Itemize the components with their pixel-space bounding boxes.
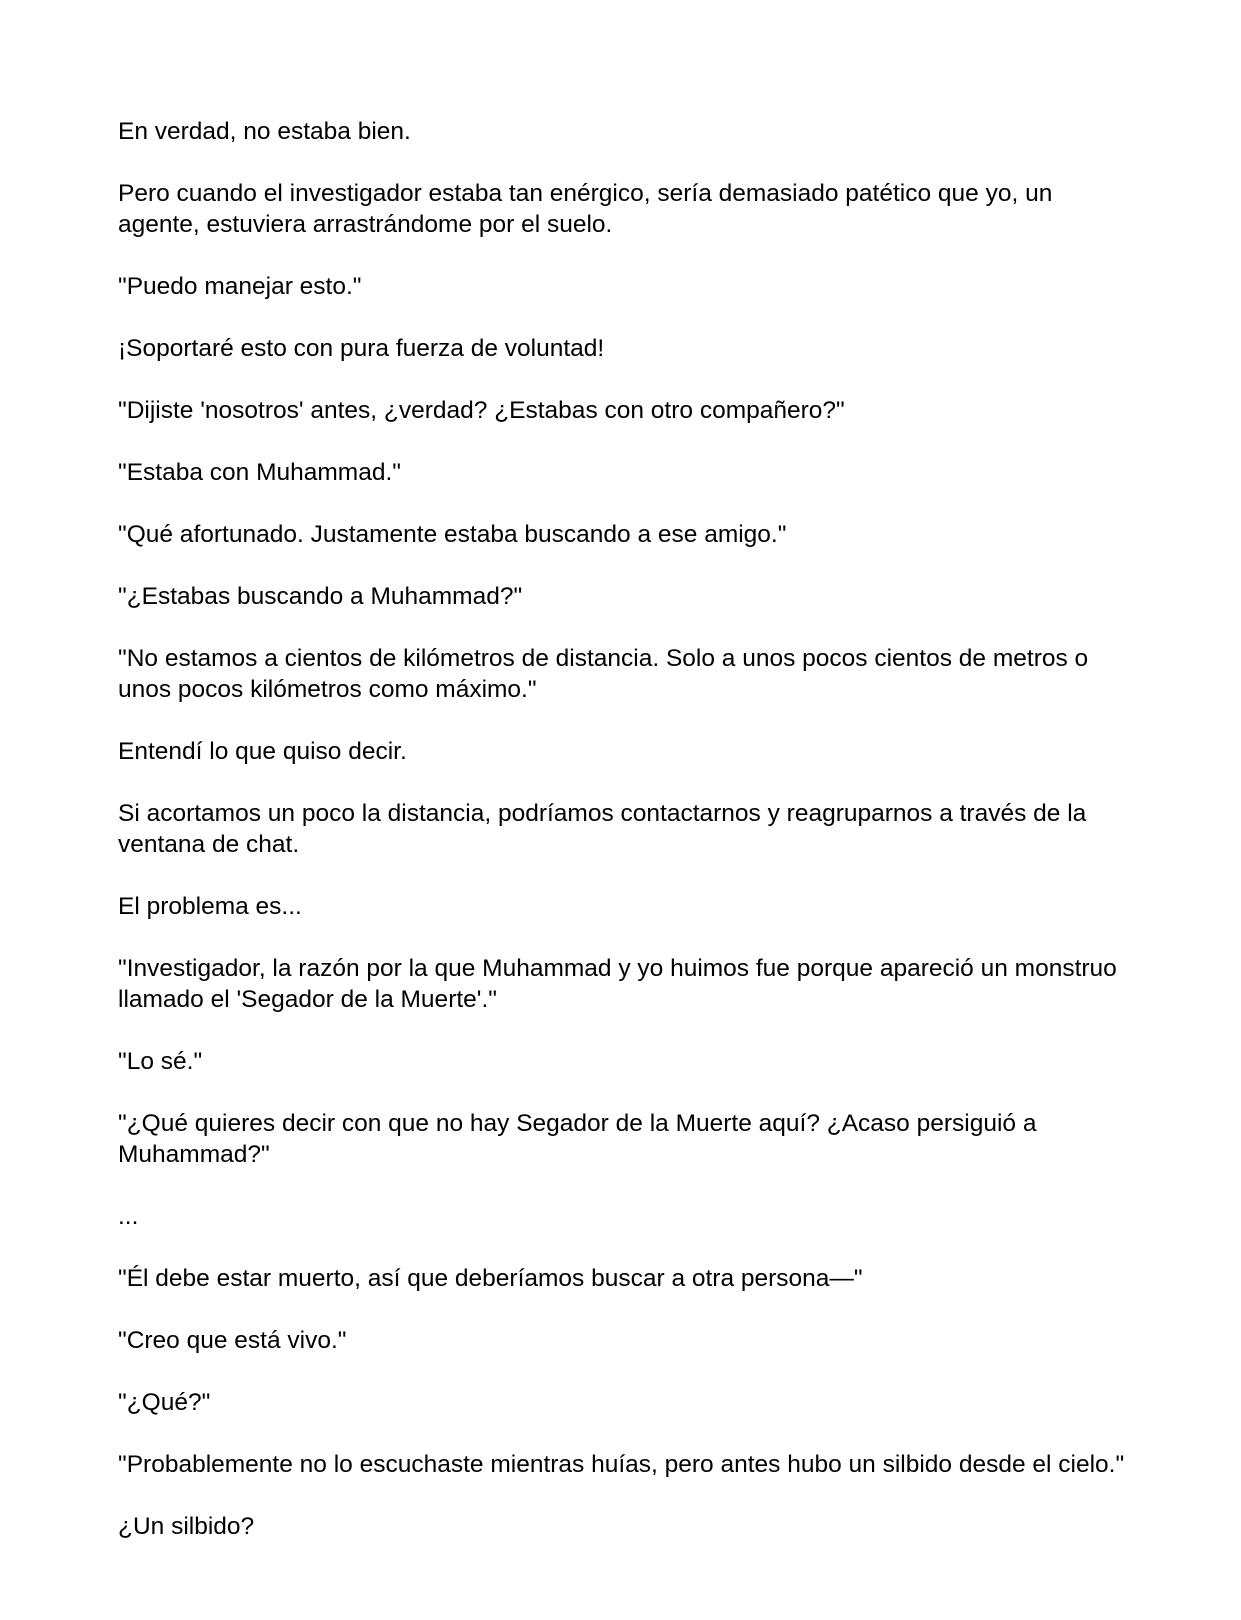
paragraph: "¿Qué quieres decir con que no hay Segador de la Muerte aquí? ¿Acaso persiguió a Muhammad?" bbox=[118, 1110, 1037, 1168]
document-body bbox=[118, 116, 1128, 1573]
paragraph: "Estaba con Muhammad." bbox=[118, 459, 401, 486]
paragraph: "Puedo manejar esto." bbox=[118, 273, 362, 300]
paragraph: El problema es... bbox=[118, 893, 302, 920]
paragraph: "Investigador, la razón por la que Muhammad y yo huimos fue porque apareció un monstruo llamado el 'Segador de la Muerte'." bbox=[118, 955, 1117, 1013]
paragraph: "¿Estabas buscando a Muhammad?" bbox=[118, 583, 523, 610]
paragraph: "No estamos a cientos de kilómetros de distancia. Solo a unos pocos cientos de metros o unos pocos kilómetros como máximo." bbox=[118, 645, 1089, 703]
paragraph: Pero cuando el investigador estaba tan enérgico, sería demasiado patético que yo, un agente, estuviera arrastrándome por el suelo. bbox=[118, 180, 1053, 238]
paragraph: "¿Qué?" bbox=[118, 1389, 211, 1416]
paragraph: "Dijiste 'nosotros' antes, ¿verdad? ¿Estabas con otro compañero?" bbox=[118, 397, 845, 424]
paragraph: ... bbox=[118, 1203, 139, 1230]
paragraph: "Qué afortunado. Justamente estaba buscando a ese amigo." bbox=[118, 521, 787, 548]
paragraph: "Lo sé." bbox=[118, 1048, 203, 1075]
paragraph: "Él debe estar muerto, así que deberíamos buscar a otra persona—" bbox=[118, 1265, 863, 1292]
paragraph: ¡Soportaré esto con pura fuerza de voluntad! bbox=[118, 335, 605, 362]
paragraph: "Probablemente no lo escuchaste mientras huías, pero antes hubo un silbido desde el cielo." bbox=[118, 1451, 1125, 1478]
paragraph: "Creo que está vivo." bbox=[118, 1327, 347, 1354]
paragraph: Si acortamos un poco la distancia, podríamos contactarnos y reagruparnos a través de la ventana de chat. bbox=[118, 800, 1087, 858]
paragraph: ¿Un silbido? bbox=[118, 1513, 255, 1540]
paragraph: En verdad, no estaba bien. bbox=[118, 118, 411, 145]
paragraph: Entendí lo que quiso decir. bbox=[118, 738, 407, 765]
